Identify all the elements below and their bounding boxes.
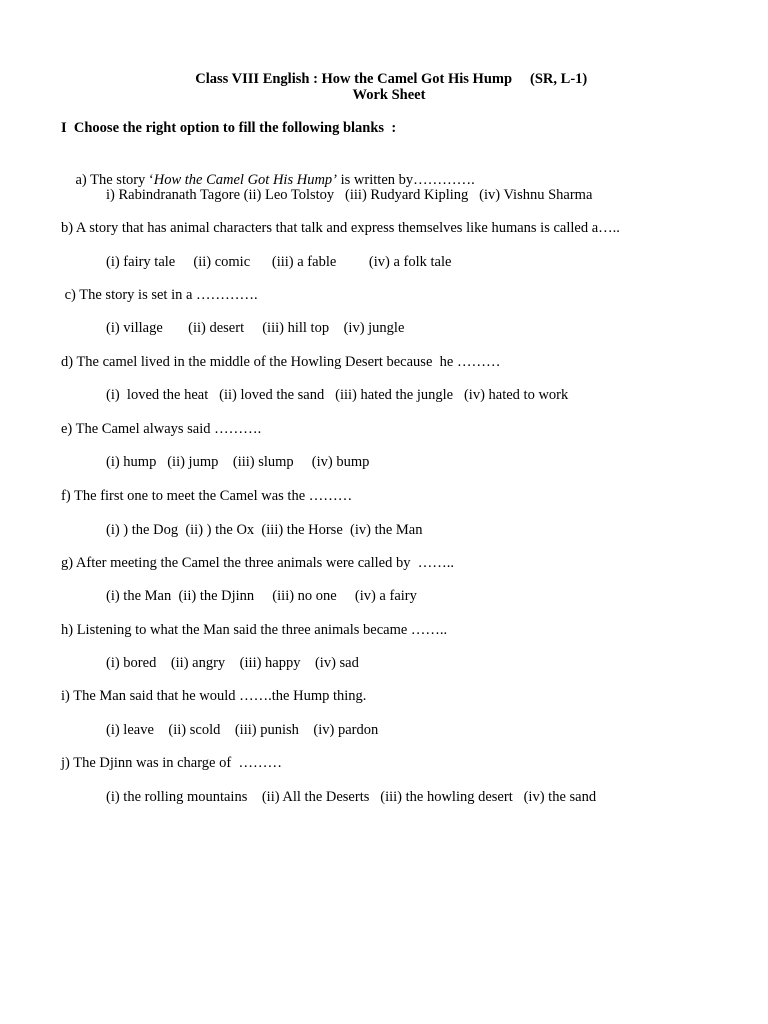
question-g: g) After meeting the Camel the three animals were called by ……..: [61, 555, 454, 571]
question-a-options: i) Rabindranath Tagore (ii) Leo Tolstoy (iii) Rudyard Kipling (iv) Vishnu Sharma: [106, 187, 593, 203]
section-instruction: I Choose the right option to fill the following blanks :: [61, 120, 397, 136]
question-j-options: (i) the rolling mountains (ii) All the Deserts (iii) the howling desert (iv) the sand: [106, 789, 597, 805]
question-f-options: (i) ) the Dog (ii) ) the Ox (iii) the Horse (iv) the Man: [106, 522, 423, 538]
question-h: h) Listening to what the Man said the three animals became ……..: [61, 622, 448, 638]
question-i-options: (i) leave (ii) scold (iii) punish (iv) pardon: [106, 722, 379, 738]
question-d-options: (i) loved the heat (ii) loved the sand (iii) hated the jungle (iv) hated to work: [106, 387, 569, 403]
question-c-options: (i) village (ii) desert (iii) hill top (iv) jungle: [106, 320, 405, 336]
question-f: f) The first one to meet the Camel was the ………: [61, 488, 353, 504]
question-c: c) The story is set in a ………….: [61, 287, 258, 303]
question-e: e) The Camel always said ……….: [61, 421, 262, 437]
question-d: d) The camel lived in the middle of the Howling Desert because he ………: [61, 354, 501, 370]
question-h-options: (i) bored (ii) angry (iii) happy (iv) sad: [106, 655, 359, 671]
question-j: j) The Djinn was in charge of ………: [61, 755, 282, 771]
title-left: Class VIII English : How the Camel Got His Hump: [195, 71, 513, 87]
question-a-italic: How the Camel Got His Hump’: [153, 172, 338, 188]
question-b-options: (i) fairy tale (ii) comic (iii) a fable (iv) a folk tale: [106, 254, 452, 270]
question-a-suffix: is written by………….: [337, 172, 475, 188]
question-b: b) A story that has animal characters that talk and express themselves like humans is called a…..: [61, 220, 620, 236]
question-e-options: (i) hump (ii) jump (iii) slump (iv) bump: [106, 454, 370, 470]
title-right: (SR, L-1): [530, 71, 588, 87]
question-i: i) The Man said that he would …….the Hump thing.: [61, 688, 367, 704]
question-a-prefix: a) The story ‘: [75, 172, 154, 188]
worksheet-subtitle: Work Sheet: [352, 87, 426, 103]
question-g-options: (i) the Man (ii) the Djinn (iii) no one (iv) a fairy: [106, 588, 417, 604]
